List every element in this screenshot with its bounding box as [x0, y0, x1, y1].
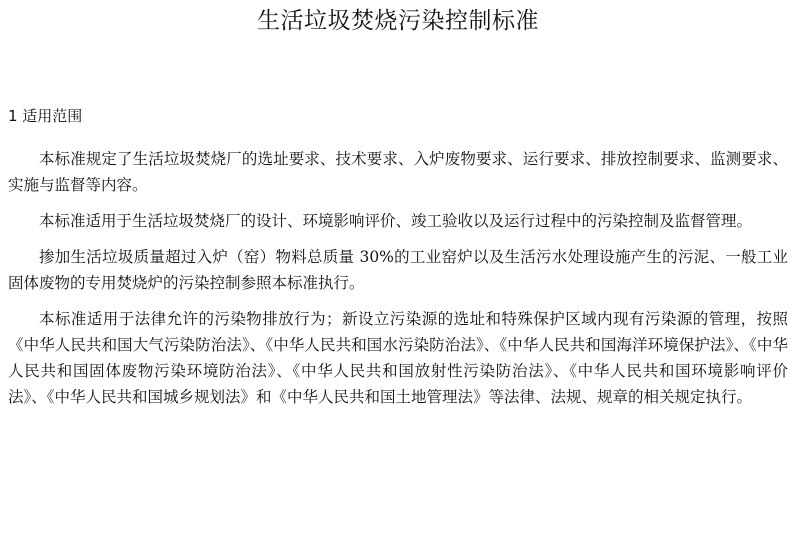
- paragraph-applicability: 本标准适用于生活垃圾焚烧厂的设计、环境影响评价、竣工验收以及运行过程中的污染控制及监督管理。: [39, 212, 753, 230]
- paragraph-scope: 本标准规定了生活垃圾焚烧厂的选址要求、技术要求、入炉废物要求、运行要求、排放控制要求、监测要求、实施与监督等内容。: [8, 150, 788, 194]
- document-title: 生活垃圾焚烧污染控制标准: [257, 8, 539, 34]
- paragraph-legal-basis: 本标准适用于法律允许的污染物排放行为；新设立污染源的选址和特殊保护区域内现有污染源的管理，按照《中华人民共和国大气污染防治法》、《中华人民共和国水污染防治法》、《中华人民共和国海洋环境保护法》、《中华人民共和国固体废物污染环境防治法》、《中华人民共和国放射性污染防治法》、《中华人民共和国环境影响评价法》、《中华人民共和国城乡规划法》和《中华人民共和国土地管理法》等法律、法规、规章的相关规定执行。: [8, 310, 788, 406]
- section-body: [8, 146, 788, 410]
- section-heading: 1 适用范围: [8, 107, 83, 125]
- paragraph-co-incineration: 掺加生活垃圾质量超过入炉（窑）物料总质量 30%的工业窑炉以及生活污水处理设施产生的污泥、一般工业固体废物的专用焚烧炉的污染控制参照本标准执行。: [8, 248, 788, 292]
